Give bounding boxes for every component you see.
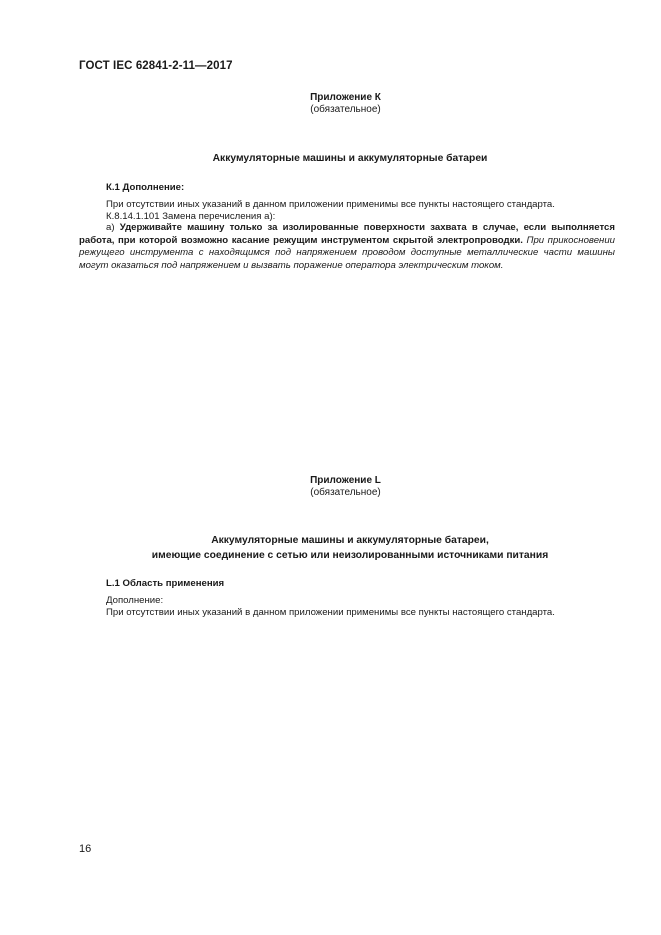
- annex-k-title: Приложение К: [310, 92, 381, 103]
- annex-l-status: (обязательное): [310, 487, 381, 498]
- clause-k1-paragraph: При отсутствии иных указаний в данном приложении применимы все пункты настоящего стандарта.: [106, 199, 555, 210]
- page-number: 16: [79, 843, 92, 855]
- annex-k-status: (обязательное): [310, 104, 381, 115]
- annex-l-title: Приложение L: [310, 475, 381, 486]
- clause-l1-addition: Дополнение:: [106, 595, 164, 606]
- document-code: ГОСТ IEC 62841-2-11—2017: [79, 60, 233, 72]
- clause-l1-title: L.1 Область применения: [106, 578, 225, 589]
- item-a-prefix: a): [106, 222, 120, 233]
- clause-l1-paragraph: При отсутствии иных указаний в данном приложении применимы все пункты настоящего стандарта.: [106, 607, 555, 618]
- annex-k-heading: Аккумуляторные машины и аккумуляторные батареи: [212, 153, 488, 164]
- clause-k1-title: К.1 Дополнение:: [106, 182, 185, 193]
- clause-k8-replacement: К.8.14.1.101 Замена перечисления а):: [106, 211, 276, 222]
- annex-l-heading-line1: Аккумуляторные машины и аккумуляторные батареи,: [211, 535, 489, 546]
- item-a-explanation: При прикосновении режущего инструмента с находящимся под напряжением проводом доступные металлические части машины могут оказаться под напряжением и вызвать поражение оператора электрическим током.: [79, 234, 615, 271]
- item-a-warning: Удерживайте машину только за изолированные поверхности захвата в случае, если выполняется работа, при которой возможно касание режущим инструментом скрытой электропроводки.: [79, 222, 615, 246]
- annex-l-heading-line2: имеющие соединение с сетью или неизолированными источниками питания: [151, 550, 549, 561]
- clause-k-item-a: [79, 222, 615, 272]
